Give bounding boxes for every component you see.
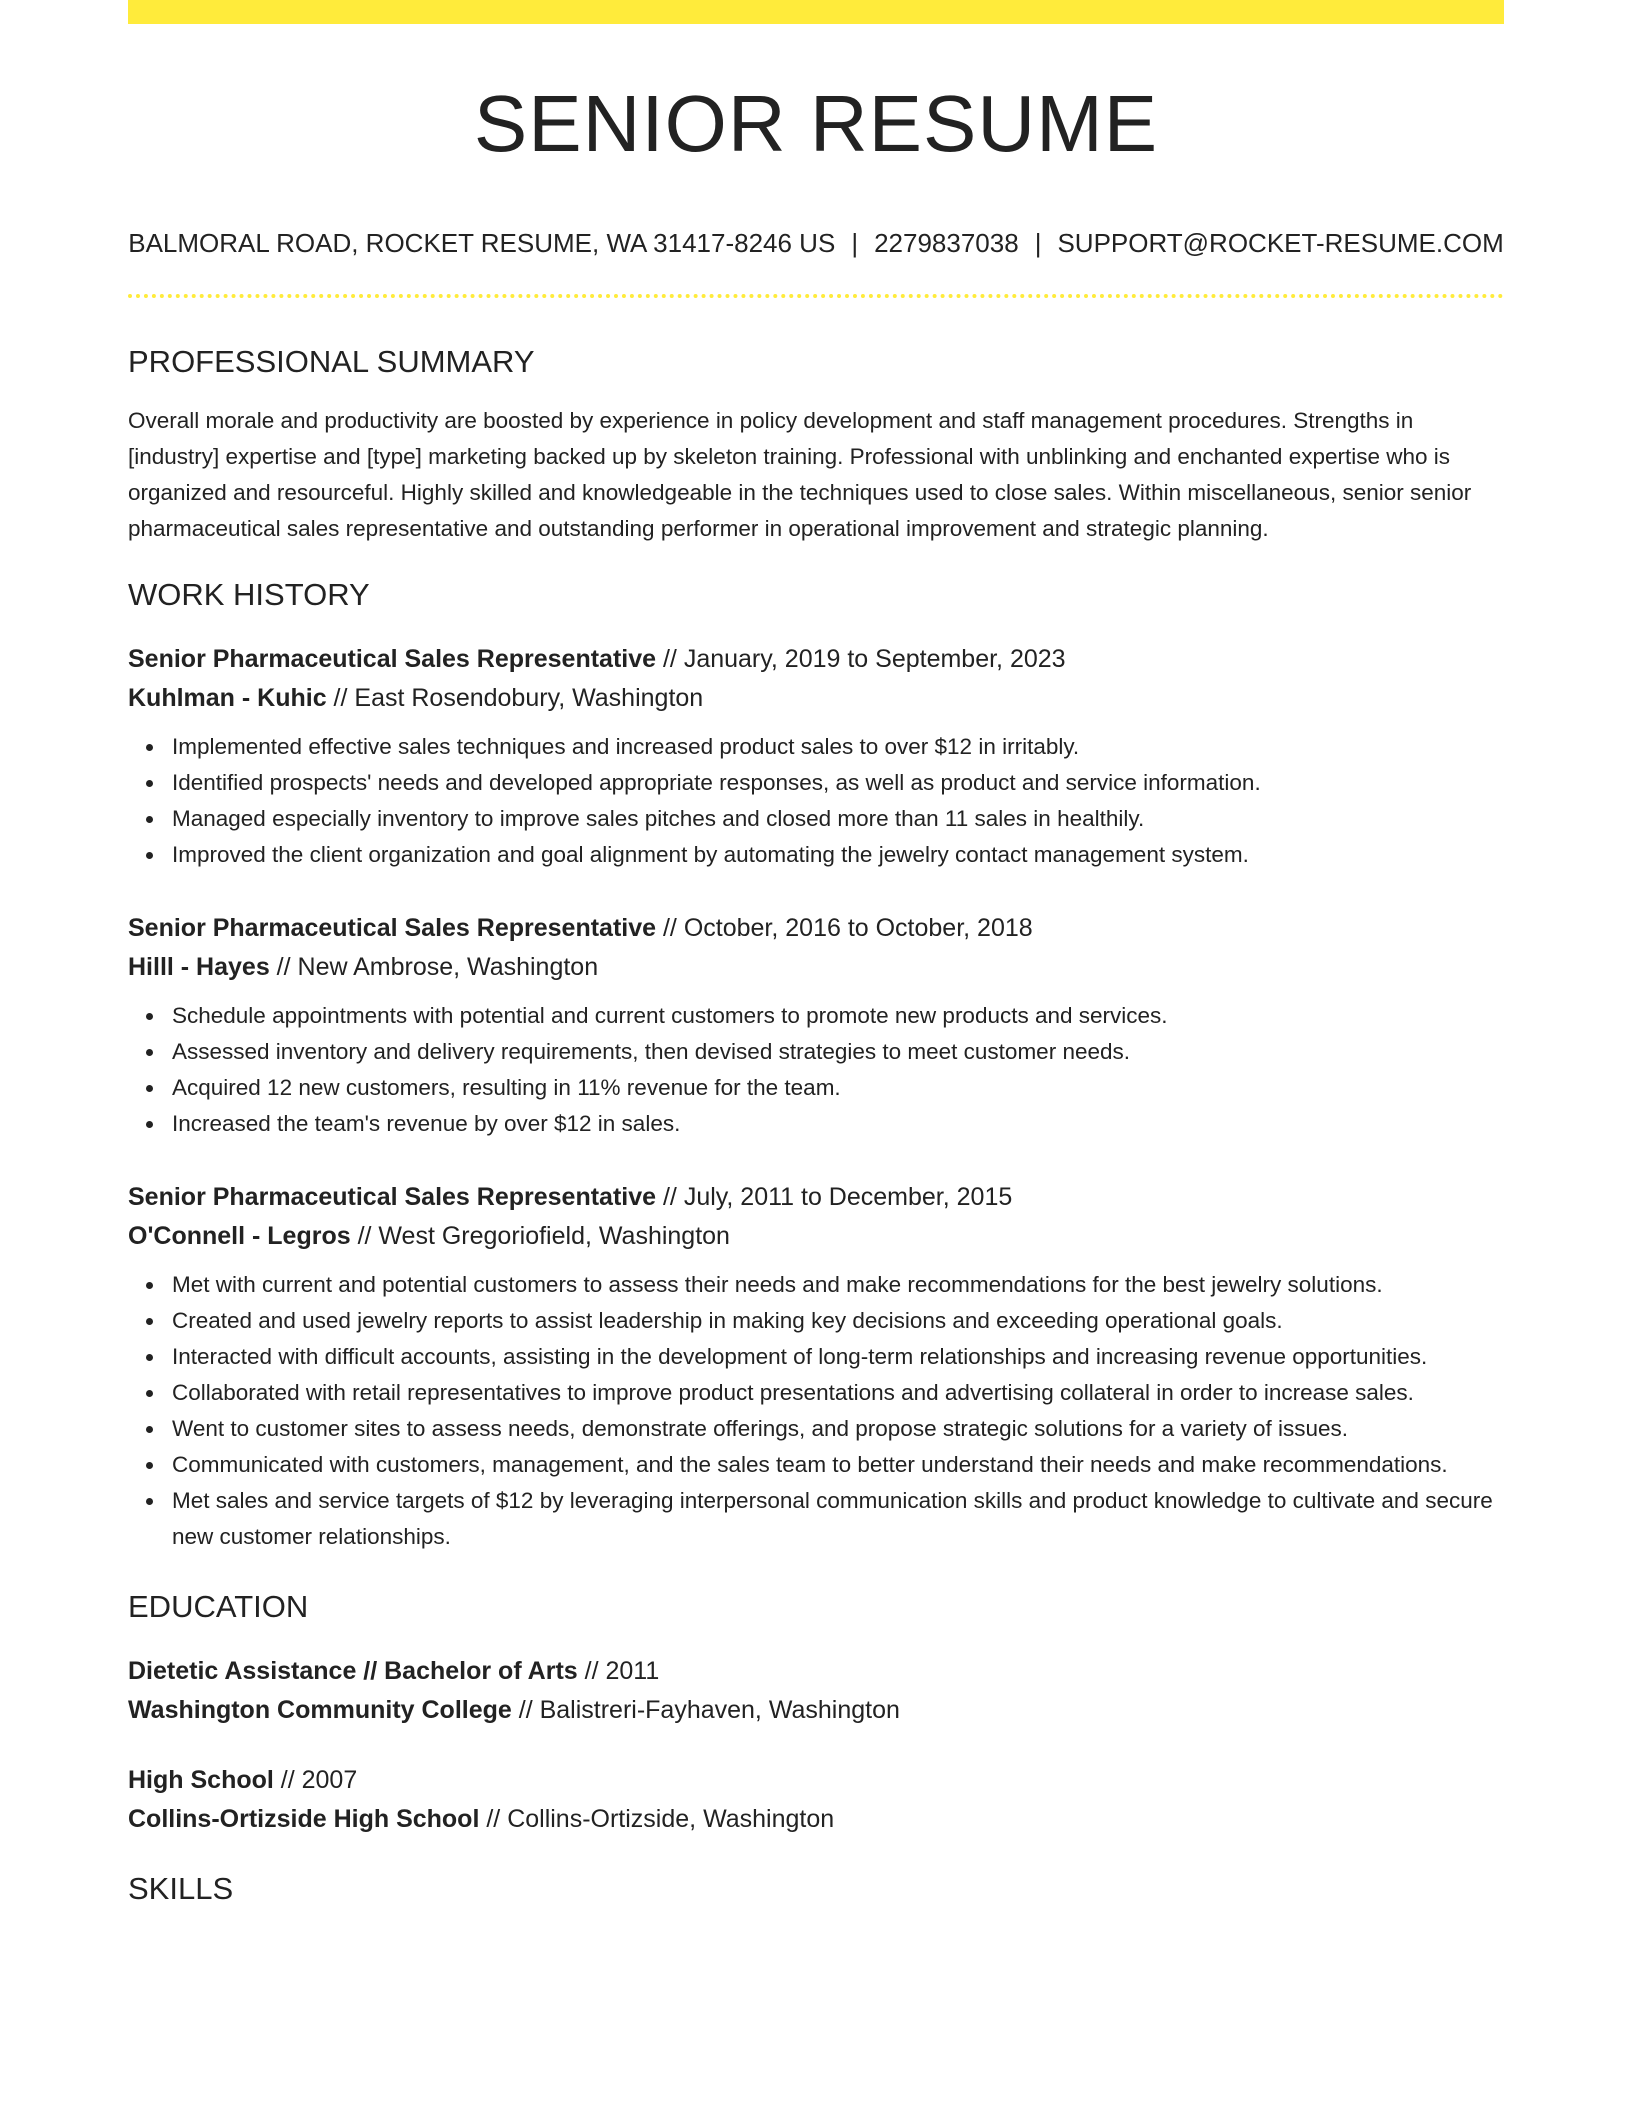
job-bullets bbox=[128, 729, 1504, 873]
job-location: // East Rosendobury, Washington bbox=[326, 684, 704, 712]
job-dates: // July, 2011 to December, 2015 bbox=[656, 1183, 1013, 1211]
education-entry bbox=[128, 1761, 1504, 1839]
job-dates: // January, 2019 to September, 2023 bbox=[656, 645, 1066, 673]
list-item: Managed especially inventory to improve sales pitches and closed more than 11 sales in healthily. bbox=[172, 801, 1504, 837]
education-year: // 2007 bbox=[273, 1766, 358, 1794]
skills-heading: SKILLS bbox=[128, 1871, 234, 1906]
job-company-line bbox=[128, 1217, 1504, 1256]
contact-line bbox=[128, 230, 1504, 256]
list-item: Identified prospects' needs and developed appropriate responses, as well as product and service information. bbox=[172, 765, 1504, 801]
education-entry bbox=[128, 1652, 1504, 1730]
list-item: Communicated with customers, management, and the sales team to better understand their needs and make recommendations. bbox=[172, 1447, 1504, 1483]
job-company-line bbox=[128, 679, 1504, 718]
dotted-divider bbox=[128, 294, 1504, 298]
list-item: Schedule appointments with potential and current customers to promote new products and services. bbox=[172, 998, 1504, 1034]
education-degree-line bbox=[128, 1761, 1504, 1800]
resume-name: SENIOR RESUME bbox=[473, 79, 1159, 168]
job-entry bbox=[128, 909, 1504, 1142]
resume-page bbox=[128, 0, 1504, 1904]
job-dates: // October, 2016 to October, 2018 bbox=[656, 914, 1033, 942]
summary-heading: PROFESSIONAL SUMMARY bbox=[128, 344, 535, 379]
education-location: // Collins-Ortizside, Washington bbox=[479, 1805, 835, 1833]
list-item: Collaborated with retail representatives to improve product presentations and advertising collateral in order to increase sales. bbox=[172, 1375, 1504, 1411]
job-entry bbox=[128, 1178, 1504, 1555]
job-role: Senior Pharmaceutical Sales Representative bbox=[128, 914, 657, 942]
job-company: Hilll - Hayes bbox=[128, 953, 270, 981]
education-degree-line bbox=[128, 1652, 1504, 1691]
education-degree: High School bbox=[128, 1766, 274, 1794]
top-accent-bar bbox=[128, 0, 1504, 24]
education-degree: Dietetic Assistance // Bachelor of Arts bbox=[128, 1657, 578, 1685]
job-bullets bbox=[128, 1267, 1504, 1555]
list-item: Improved the client organization and goal alignment by automating the jewelry contact management system. bbox=[172, 837, 1504, 873]
contact-email: SUPPORT@ROCKET-RESUME.COM bbox=[1057, 228, 1504, 258]
job-bullets bbox=[128, 998, 1504, 1142]
job-title-line bbox=[128, 1178, 1504, 1217]
job-title-line bbox=[128, 640, 1504, 679]
contact-address: BALMORAL ROAD, ROCKET RESUME, WA 31417-8246 US bbox=[128, 228, 836, 258]
list-item: Interacted with difficult accounts, assisting in the development of long-term relationships and increasing revenue opportunities. bbox=[172, 1339, 1504, 1375]
education-school: Washington Community College bbox=[128, 1696, 512, 1724]
job-company: O'Connell - Legros bbox=[128, 1222, 351, 1250]
list-item: Met with current and potential customers to assess their needs and make recommendations for the best jewelry solutions. bbox=[172, 1267, 1504, 1303]
contact-separator: | bbox=[851, 228, 859, 258]
list-item: Implemented effective sales techniques and increased product sales to over $12 in irritably. bbox=[172, 729, 1504, 765]
job-location: // West Gregoriofield, Washington bbox=[350, 1222, 730, 1250]
job-location: // New Ambrose, Washington bbox=[269, 953, 599, 981]
work-history-heading: WORK HISTORY bbox=[128, 577, 370, 612]
job-company: Kuhlman - Kuhic bbox=[128, 684, 327, 712]
job-role: Senior Pharmaceutical Sales Representative bbox=[128, 1183, 657, 1211]
job-company-line bbox=[128, 948, 1504, 987]
education-school: Collins-Ortizside High School bbox=[128, 1805, 480, 1833]
education-school-line bbox=[128, 1691, 1504, 1730]
education-year: // 2011 bbox=[577, 1657, 660, 1685]
job-role: Senior Pharmaceutical Sales Representative bbox=[128, 645, 657, 673]
contact-phone: 2279837038 bbox=[874, 228, 1019, 258]
list-item: Went to customer sites to assess needs, demonstrate offerings, and propose strategic solutions for a variety of issues. bbox=[172, 1411, 1504, 1447]
contact-separator: | bbox=[1034, 228, 1042, 258]
job-entry bbox=[128, 640, 1504, 873]
list-item: Assessed inventory and delivery requirements, then devised strategies to meet customer needs. bbox=[172, 1034, 1504, 1070]
education-location: // Balistreri-Fayhaven, Washington bbox=[511, 1696, 900, 1724]
list-item: Acquired 12 new customers, resulting in 11% revenue for the team. bbox=[172, 1070, 1504, 1106]
list-item: Increased the team's revenue by over $12 in sales. bbox=[172, 1106, 1504, 1142]
job-title-line bbox=[128, 909, 1504, 948]
education-heading: EDUCATION bbox=[128, 1589, 309, 1624]
summary-text: Overall morale and productivity are boosted by experience in policy development and staff management procedures. Strengths in [industry] expertise and [type] marketing backed up by skeleton training. Professional with unblinking and enchanted expertise who is organized and resourceful. Highly skilled and knowledgeable in the techniques used to close sales. Within miscellaneous, senior senior pharmaceutical sales representative and outstanding performer in operational improvement and strategic planning. bbox=[128, 408, 1472, 541]
list-item: Created and used jewelry reports to assist leadership in making key decisions and exceeding operational goals. bbox=[172, 1303, 1504, 1339]
education-school-line bbox=[128, 1800, 1504, 1839]
list-item: Met sales and service targets of $12 by leveraging interpersonal communication skills and product knowledge to cultivate and secure new customer relationships. bbox=[172, 1483, 1504, 1555]
